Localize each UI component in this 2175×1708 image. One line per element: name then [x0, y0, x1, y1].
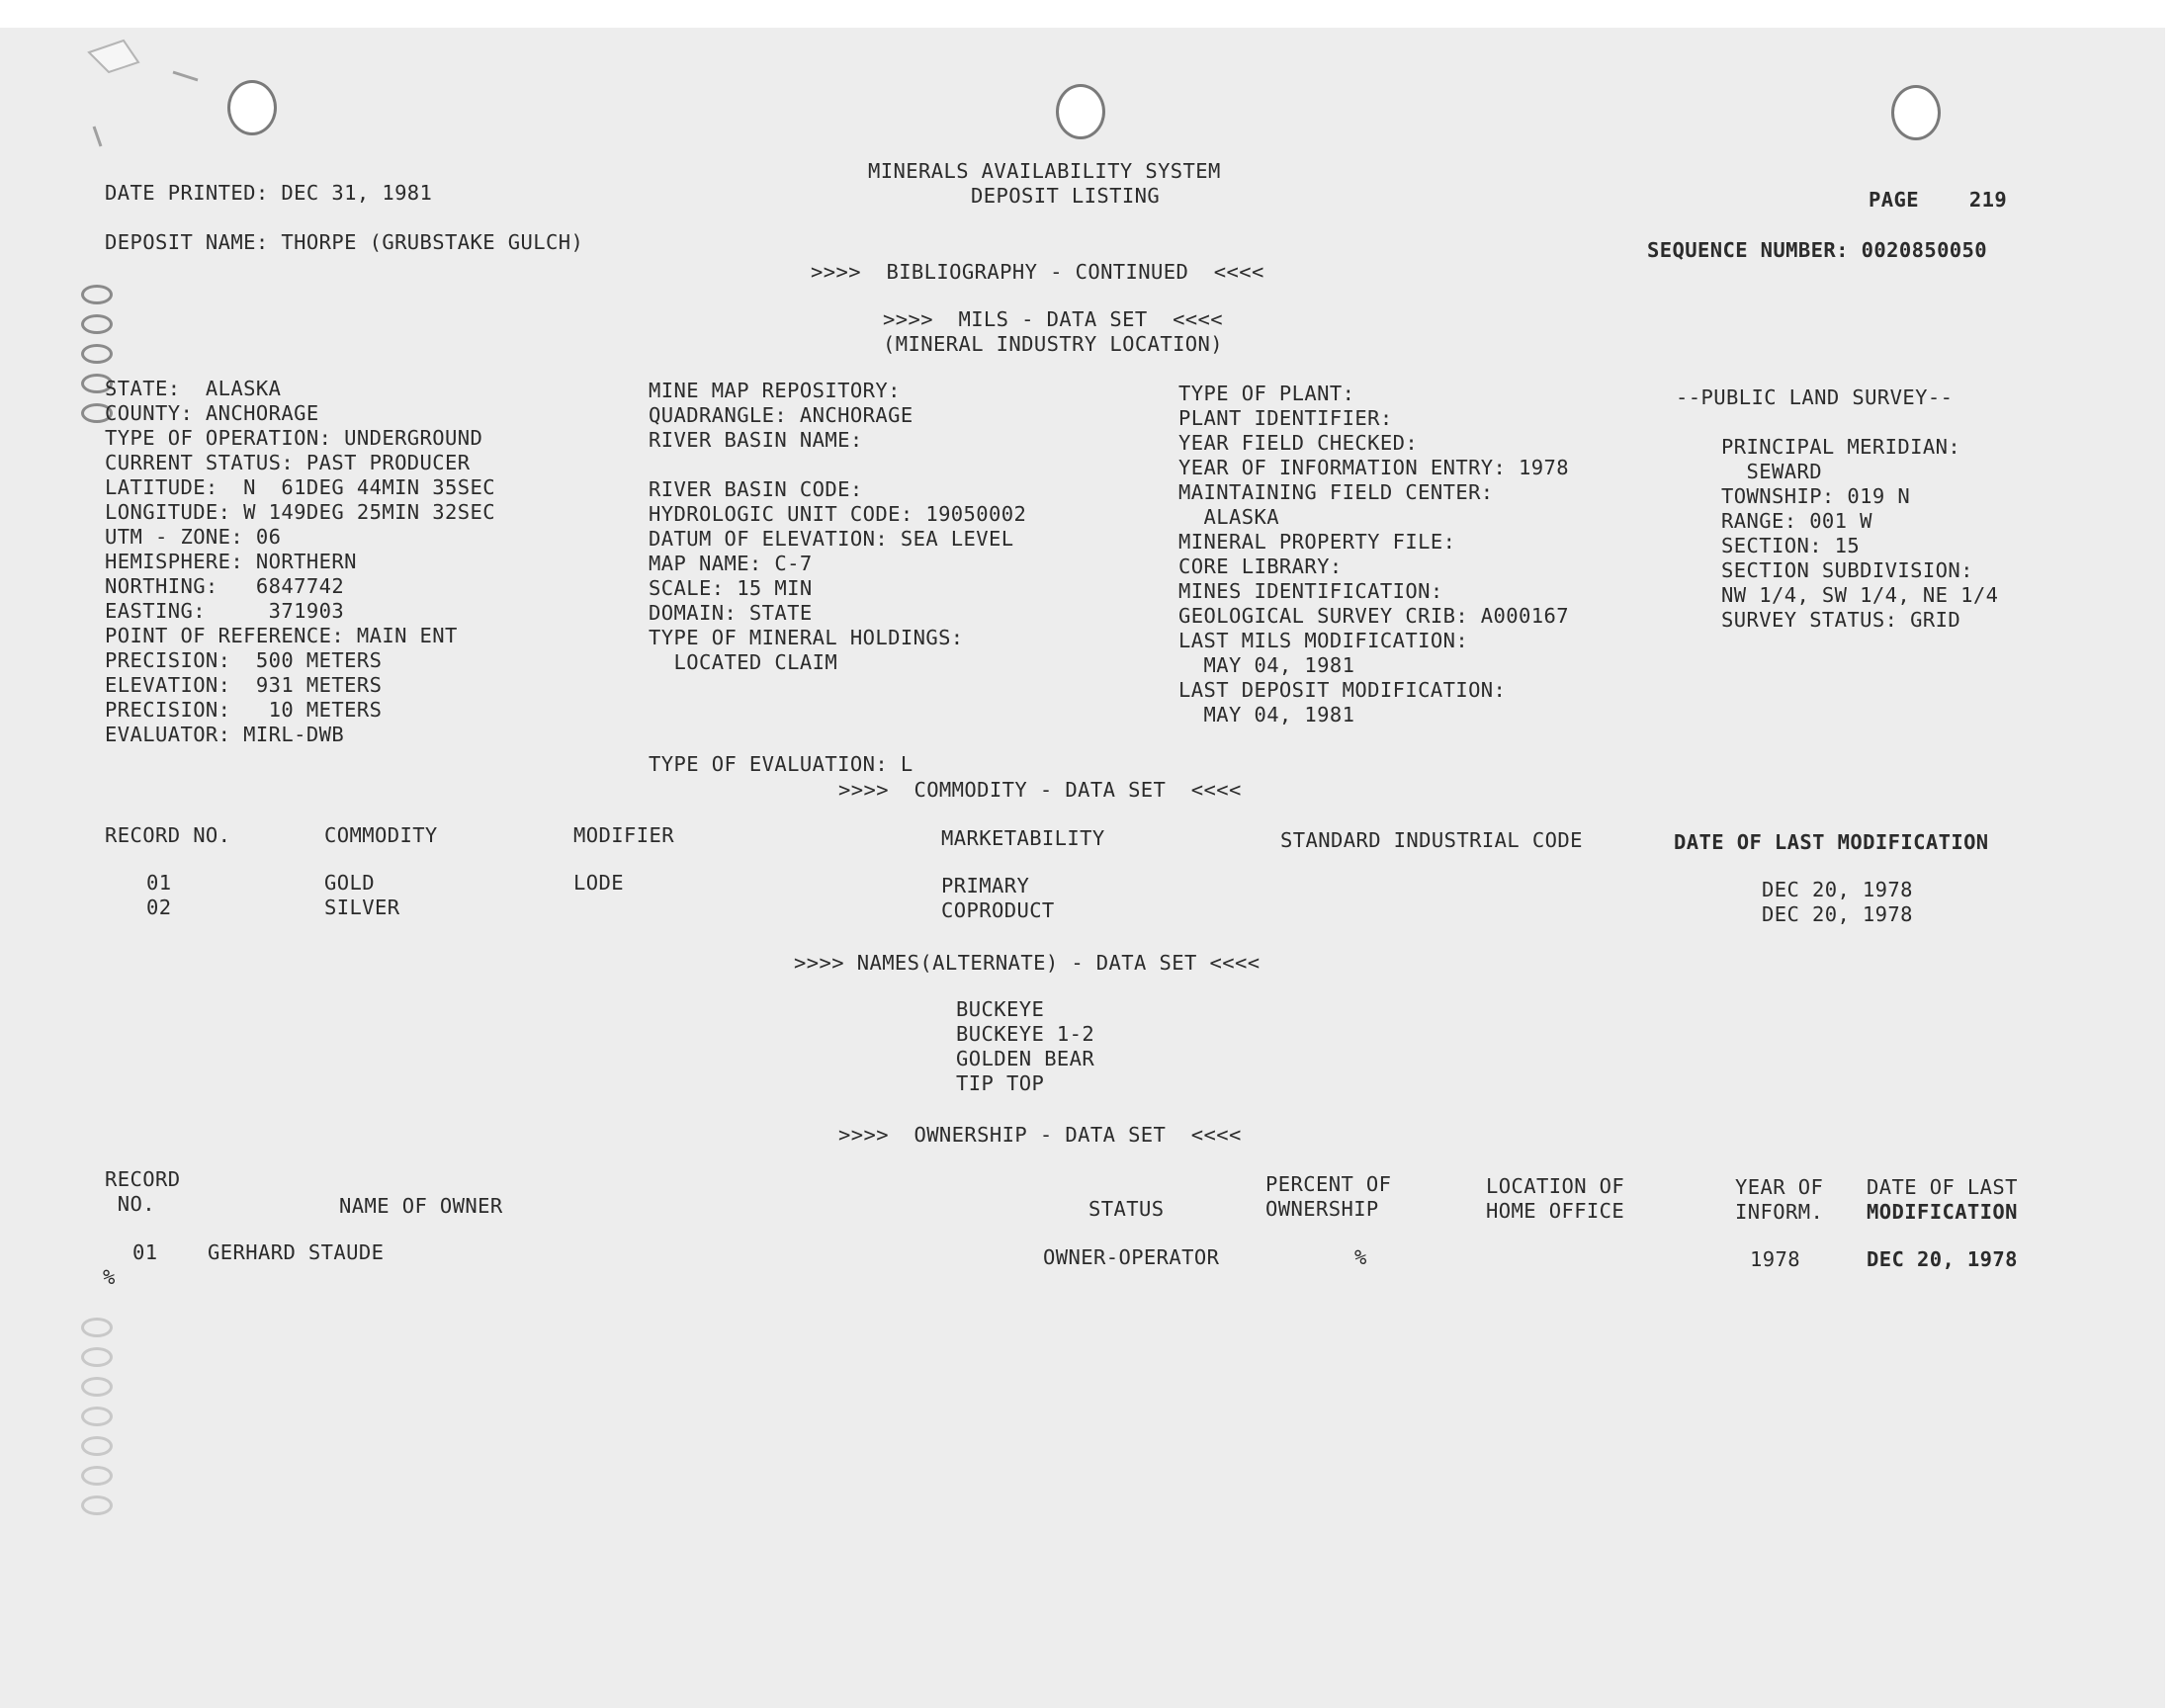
list-item: TIP TOP — [956, 1071, 1045, 1095]
pinfeed-hole — [81, 1495, 113, 1515]
mils-field: TYPE OF PLANT: — [1178, 382, 1355, 405]
ownership-col-header: RECORD — [105, 1167, 181, 1191]
commodity-name: GOLD — [324, 871, 375, 895]
mils-field: PRECISION: 10 METERS — [105, 698, 383, 722]
pls-field: RANGE: 001 W — [1721, 509, 1872, 533]
binder-hole-right — [1891, 85, 1941, 140]
pinfeed-hole — [81, 344, 113, 364]
mils-field: DOMAIN: STATE — [649, 601, 813, 625]
mils-subheading: (MINERAL INDUSTRY LOCATION) — [883, 332, 1224, 356]
pinfeed-hole — [81, 1466, 113, 1486]
commodity-modifier: LODE — [573, 871, 624, 895]
mils-field: EASTING: 371903 — [105, 599, 345, 623]
mils-field: LAST MILS MODIFICATION: — [1178, 629, 1469, 652]
owner-percent: % — [1354, 1245, 1367, 1269]
mils-field: MAP NAME: C-7 — [649, 552, 813, 575]
mils-field: GEOLOGICAL SURVEY CRIB: A000167 — [1178, 604, 1570, 628]
mils-field: PRECISION: 500 METERS — [105, 648, 383, 672]
commodity-col-header: STANDARD INDUSTRIAL CODE — [1280, 828, 1583, 852]
mils-field: SCALE: 15 MIN — [649, 576, 813, 600]
system-title: MINERALS AVAILABILITY SYSTEM — [868, 159, 1221, 183]
ownership-col-header: NO. — [105, 1192, 155, 1216]
mils-field: RIVER BASIN NAME: — [649, 428, 863, 452]
owner-date: DEC 20, 1978 — [1867, 1247, 2018, 1271]
pinfeed-hole — [81, 1407, 113, 1426]
owner-status: OWNER-OPERATOR — [1043, 1245, 1220, 1269]
mils-field: MAINTAINING FIELD CENTER: — [1178, 480, 1494, 504]
ownership-col-header: HOME OFFICE — [1486, 1199, 1625, 1223]
ownership-col-header: OWNERSHIP — [1265, 1197, 1379, 1221]
mils-field: UTM - ZONE: 06 — [105, 525, 282, 549]
pinfeed-hole — [81, 285, 113, 304]
ownership-col-header: STATUS — [1088, 1197, 1165, 1221]
mils-field: CORE LIBRARY: — [1178, 555, 1343, 578]
binder-hole-left — [227, 80, 277, 135]
bibliography-heading: >>>> BIBLIOGRAPHY - CONTINUED <<<< — [811, 260, 1264, 284]
mils-field: CURRENT STATUS: PAST PRODUCER — [105, 451, 471, 474]
mils-field: MINERAL PROPERTY FILE: — [1178, 530, 1456, 554]
mils-field: MAY 04, 1981 — [1178, 653, 1355, 677]
pinfeed-hole — [81, 314, 113, 334]
listing-title: DEPOSIT LISTING — [971, 184, 1161, 208]
pls-field: NW 1/4, SW 1/4, NE 1/4 — [1721, 583, 1999, 607]
mils-field: MAY 04, 1981 — [1178, 703, 1355, 726]
commodity-date: DEC 20, 1978 — [1762, 902, 1913, 926]
commodity-marketability: PRIMARY — [941, 874, 1030, 897]
binder-hole-center — [1056, 84, 1105, 139]
mils-field: LATITUDE: N 61DEG 44MIN 35SEC — [105, 475, 496, 499]
pls-field: PRINCIPAL MERIDIAN: — [1721, 435, 1961, 459]
mils-field: DATUM OF ELEVATION: SEA LEVEL — [649, 527, 1014, 551]
list-item: GOLDEN BEAR — [956, 1047, 1095, 1070]
mils-field: EVALUATOR: MIRL-DWB — [105, 723, 345, 746]
pinfeed-hole — [81, 1347, 113, 1367]
torn-corner-mark — [79, 33, 227, 161]
sequence-number: SEQUENCE NUMBER: 0020850050 — [1647, 238, 1988, 262]
commodity-record: 02 — [146, 896, 172, 919]
owner-record: 01 — [132, 1240, 158, 1264]
commodity-record: 01 — [146, 871, 172, 895]
mils-field: POINT OF REFERENCE: MAIN ENT — [105, 624, 458, 647]
mils-field: QUADRANGLE: ANCHORAGE — [649, 403, 914, 427]
mils-field: HYDROLOGIC UNIT CODE: 19050002 — [649, 502, 1027, 526]
owner-name: GERHARD STAUDE — [208, 1240, 385, 1264]
ownership-col-header: INFORM. — [1735, 1200, 1824, 1224]
mils-field: RIVER BASIN CODE: — [649, 477, 863, 501]
ownership-col-header: PERCENT OF — [1265, 1172, 1392, 1196]
mils-field: MINES IDENTIFICATION: — [1178, 579, 1443, 603]
mils-field: TYPE OF OPERATION: UNDERGROUND — [105, 426, 483, 450]
names-heading: >>>> NAMES(ALTERNATE) - DATA SET <<<< — [794, 951, 1261, 975]
commodity-col-header: MODIFIER — [573, 823, 674, 847]
pls-field: SECTION SUBDIVISION: — [1721, 558, 1973, 582]
mils-field: LOCATED CLAIM — [649, 650, 838, 674]
mils-field: NORTHING: 6847742 — [105, 574, 345, 598]
ownership-heading: >>>> OWNERSHIP - DATA SET <<<< — [838, 1123, 1242, 1147]
commodity-date: DEC 20, 1978 — [1762, 878, 1913, 901]
record-terminator: % — [103, 1265, 116, 1289]
mils-field: HEMISPHERE: NORTHERN — [105, 550, 357, 573]
pls-field: SEWARD — [1721, 460, 1822, 483]
mils-field: YEAR FIELD CHECKED: — [1178, 431, 1419, 455]
evaluation-type: TYPE OF EVALUATION: L — [649, 752, 914, 776]
mils-field: STATE: ALASKA — [105, 377, 282, 400]
mils-field: COUNTY: ANCHORAGE — [105, 401, 319, 425]
commodity-heading: >>>> COMMODITY - DATA SET <<<< — [838, 778, 1242, 802]
mils-heading: >>>> MILS - DATA SET <<<< — [883, 307, 1224, 331]
commodity-col-header: COMMODITY — [324, 823, 438, 847]
pinfeed-hole — [81, 1377, 113, 1397]
commodity-marketability: COPRODUCT — [941, 898, 1055, 922]
page-number: PAGE 219 — [1869, 188, 2008, 212]
pinfeed-hole — [81, 1318, 113, 1337]
mils-field: YEAR OF INFORMATION ENTRY: 1978 — [1178, 456, 1570, 479]
owner-year: 1978 — [1750, 1247, 1800, 1271]
pls-heading: --PUBLIC LAND SURVEY-- — [1676, 385, 1954, 409]
mils-field: PLANT IDENTIFIER: — [1178, 406, 1393, 430]
pls-field: SECTION: 15 — [1721, 534, 1861, 557]
pls-field: SURVEY STATUS: GRID — [1721, 608, 1961, 632]
mils-field: ALASKA — [1178, 505, 1279, 529]
commodity-col-header: DATE OF LAST MODIFICATION — [1674, 830, 1989, 854]
deposit-name: DEPOSIT NAME: THORPE (GRUBSTAKE GULCH) — [105, 230, 584, 254]
ownership-col-header: MODIFICATION — [1867, 1200, 2018, 1224]
mils-field: ELEVATION: 931 METERS — [105, 673, 383, 697]
list-item: BUCKEYE 1-2 — [956, 1022, 1095, 1046]
ownership-col-header: YEAR OF — [1735, 1175, 1824, 1199]
pinfeed-hole — [81, 1436, 113, 1456]
list-item: BUCKEYE — [956, 997, 1045, 1021]
ownership-col-header: LOCATION OF — [1486, 1174, 1625, 1198]
printout-sheet — [0, 28, 2165, 1708]
commodity-col-header: RECORD NO. — [105, 823, 231, 847]
date-printed: DATE PRINTED: DEC 31, 1981 — [105, 181, 433, 205]
mils-field: TYPE OF MINERAL HOLDINGS: — [649, 626, 964, 649]
pls-field: TOWNSHIP: 019 N — [1721, 484, 1911, 508]
ownership-col-header: NAME OF OWNER — [339, 1194, 503, 1218]
mils-field: LONGITUDE: W 149DEG 25MIN 32SEC — [105, 500, 496, 524]
commodity-name: SILVER — [324, 896, 400, 919]
mils-field: MINE MAP REPOSITORY: — [649, 379, 901, 402]
mils-field: LAST DEPOSIT MODIFICATION: — [1178, 678, 1507, 702]
ownership-col-header: DATE OF LAST — [1867, 1175, 2018, 1199]
commodity-col-header: MARKETABILITY — [941, 826, 1105, 850]
